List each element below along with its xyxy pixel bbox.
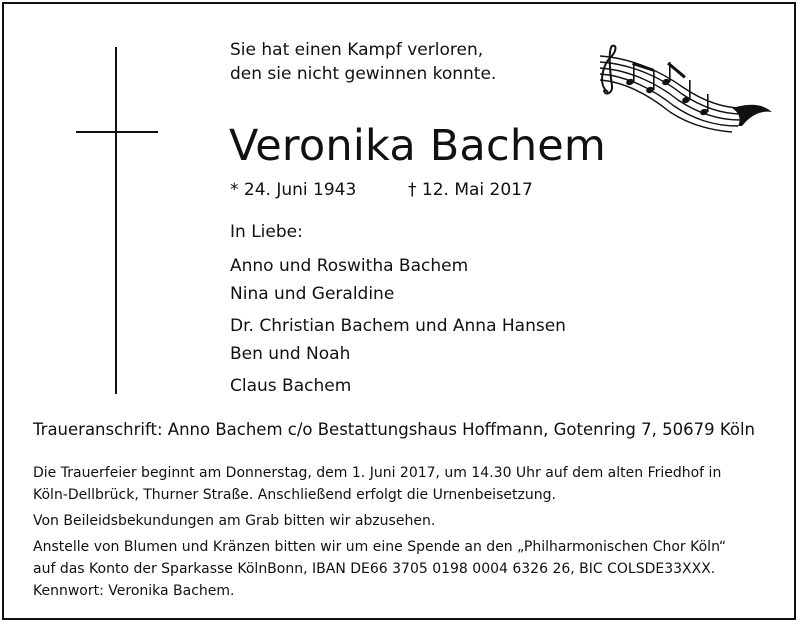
funeral-info [33,458,726,606]
cross-horizontal-bar [76,131,158,133]
mourner-line: Claus Bachem [230,376,352,396]
mourner-group [230,312,566,368]
ceremony-line: Köln-Dellbrück, Thurner Straße. Anschließend erfolgt die Urnenbeisetzung. [33,487,556,503]
mourning-address: Traueranschrift: Anno Bachem c/o Bestattungshaus Hoffmann, Gotenring 7, 50679 Köln [33,420,755,439]
mourner-group [230,372,566,400]
deceased-name: Veronika Bachem [229,121,607,171]
donation-line: Anstelle von Blumen und Kränzen bitten wir um eine Spende an den „Philharmonischen Chor Köln“ [33,539,727,555]
donation-line: Kennwort: Veronika Bachem. [33,583,235,599]
donation-line: auf das Konto der Sparkasse KölnBonn, IBAN DE66 3705 0198 0004 6326 26, BIC COLSDE33XXX. [33,561,716,577]
death-date: † 12. Mai 2017 [408,180,533,200]
ceremony-line: Die Trauerfeier beginnt am Donnerstag, dem 1. Juni 2017, um 14.30 Uhr auf dem alten Friedhof in [33,465,722,481]
mourner-group [230,252,566,308]
mourner-line: Anno und Roswitha Bachem [230,256,469,276]
mourners-label: In Liebe: [230,222,303,242]
birth-date: * 24. Juni 1943 [230,180,357,200]
mourner-line: Ben und Noah [230,344,351,364]
mourner-line: Dr. Christian Bachem und Anna Hansen [230,316,566,336]
mourner-line: Nina und Geraldine [230,284,395,304]
life-dates [230,178,533,202]
condolences-line: Von Beileidsbekundungen am Grab bitten wir abzusehen. [33,513,436,529]
quote-line-2: den sie nicht gewinnen konnte. [230,64,497,84]
obituary-notice [2,2,796,620]
quote [230,38,496,86]
quote-line-1: Sie hat einen Kampf verloren, [230,40,484,60]
music-notes-icon [592,42,774,134]
mourners-list [230,218,566,404]
cross-vertical-bar [115,47,117,394]
